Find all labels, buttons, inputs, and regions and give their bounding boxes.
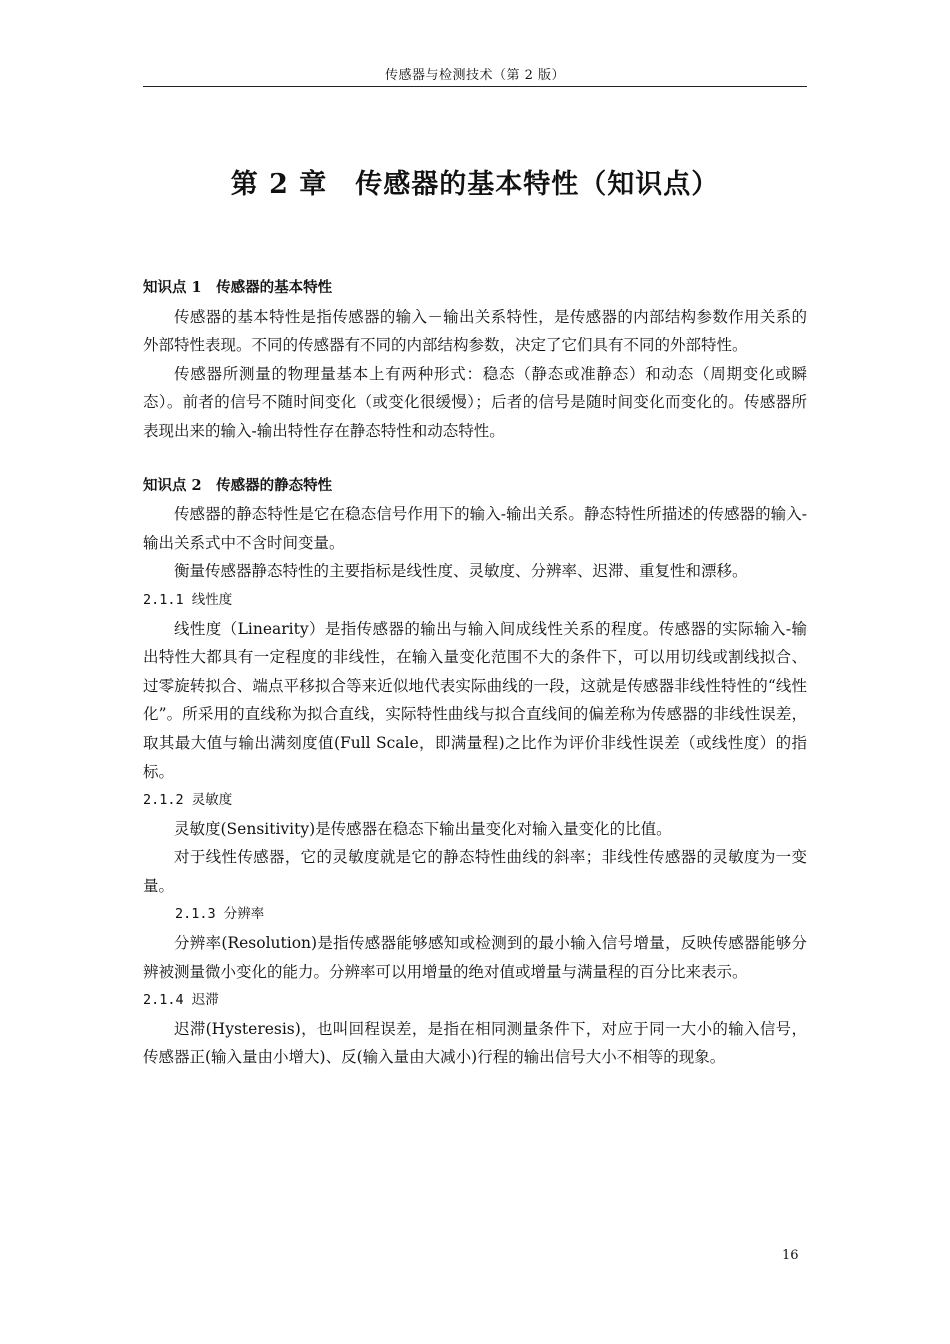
paragraph: 传感器的静态特性是它在稳态信号作用下的输入-输出关系。静态特性所描述的传感器的输入-输出关系式中不含时间变量。 <box>143 505 807 552</box>
page-number: 16 <box>782 1248 799 1263</box>
subsection-heading: 2.1.3 分辨率 <box>175 906 265 923</box>
running-header: 传感器与检测技术（第 2 版） <box>384 68 566 83</box>
paragraph: 衡量传感器静态特性的主要指标是线性度、灵敏度、分辨率、迟滞、重复性和漂移。 <box>174 562 748 581</box>
paragraph: 传感器的基本特性是指传感器的输入－输出关系特性，是传感器的内部结构参数作用关系的外部特性表现。不同的传感器有不同的内部结构参数，决定了它们具有不同的外部特性。 <box>143 307 807 355</box>
paragraph: 传感器所测量的物理量基本上有两种形式：稳态（静态或准静态）和动态（周期变化或瞬态）。前者的信号不随时间变化（或变化很缓慢）；后者的信号是随时间变化而变化的。传感器所表现出来的输入-输出特性存在静态特性和动态特性。 <box>143 364 807 440</box>
paragraph: 迟滞(Hysteresis)，也叫回程误差，是指在相同测量条件下，对应于同一大小的输入信号，传感器正(输入量由小增大)、反(输入量由大减小)行程的输出信号大小不相等的现象。 <box>143 1019 807 1067</box>
subsection-heading: 2.1.1 线性度 <box>143 591 233 608</box>
subsection-heading: 2.1.4 迟滞 <box>143 992 219 1009</box>
paragraph: 对于线性传感器，它的灵敏度就是它的静态特性曲线的斜率；非线性传感器的灵敏度为一变量。 <box>143 848 807 895</box>
paragraph: 灵敏度(Sensitivity)是传感器在稳态下输出量变化对输入量变化的比值。 <box>174 819 672 838</box>
chapter-title: 第 2 章 传感器的基本特性（知识点） <box>230 169 720 200</box>
section-title: 知识点 2 传感器的静态特性 <box>143 476 333 494</box>
page-content <box>143 274 807 1072</box>
header-rule <box>143 86 807 87</box>
paragraph: 线性度（Linearity）是指传感器的输出与输入间成线性关系的程度。传感器的实际输入-输出特性大都具有一定程度的非线性，在输入量变化范围不大的条件下，可以用切线或割线拟合、过零旋转拟合、端点平移拟合等来近似地代表实际曲线的一段，这就是传感器非线性特性的“线性化”。所采用的直线称为拟合直线，实际特性曲线与拟合直线间的偏差称为传感器的非线性误差，取其最大值与输出满刻度值(Full Scale，即满量程)之比作为评价非线性误差（或线性度）的指标。 <box>143 619 807 781</box>
paragraph: 分辨率(Resolution)是指传感器能够感知或检测到的最小输入信号增量，反映传感器能够分辨被测量微小变化的能力。分辨率可以用增量的绝对值或增量与满量程的百分比来表示。 <box>143 934 807 981</box>
subsection-heading: 2.1.2 灵敏度 <box>143 792 233 809</box>
section-title: 知识点 1 传感器的基本特性 <box>143 279 333 296</box>
